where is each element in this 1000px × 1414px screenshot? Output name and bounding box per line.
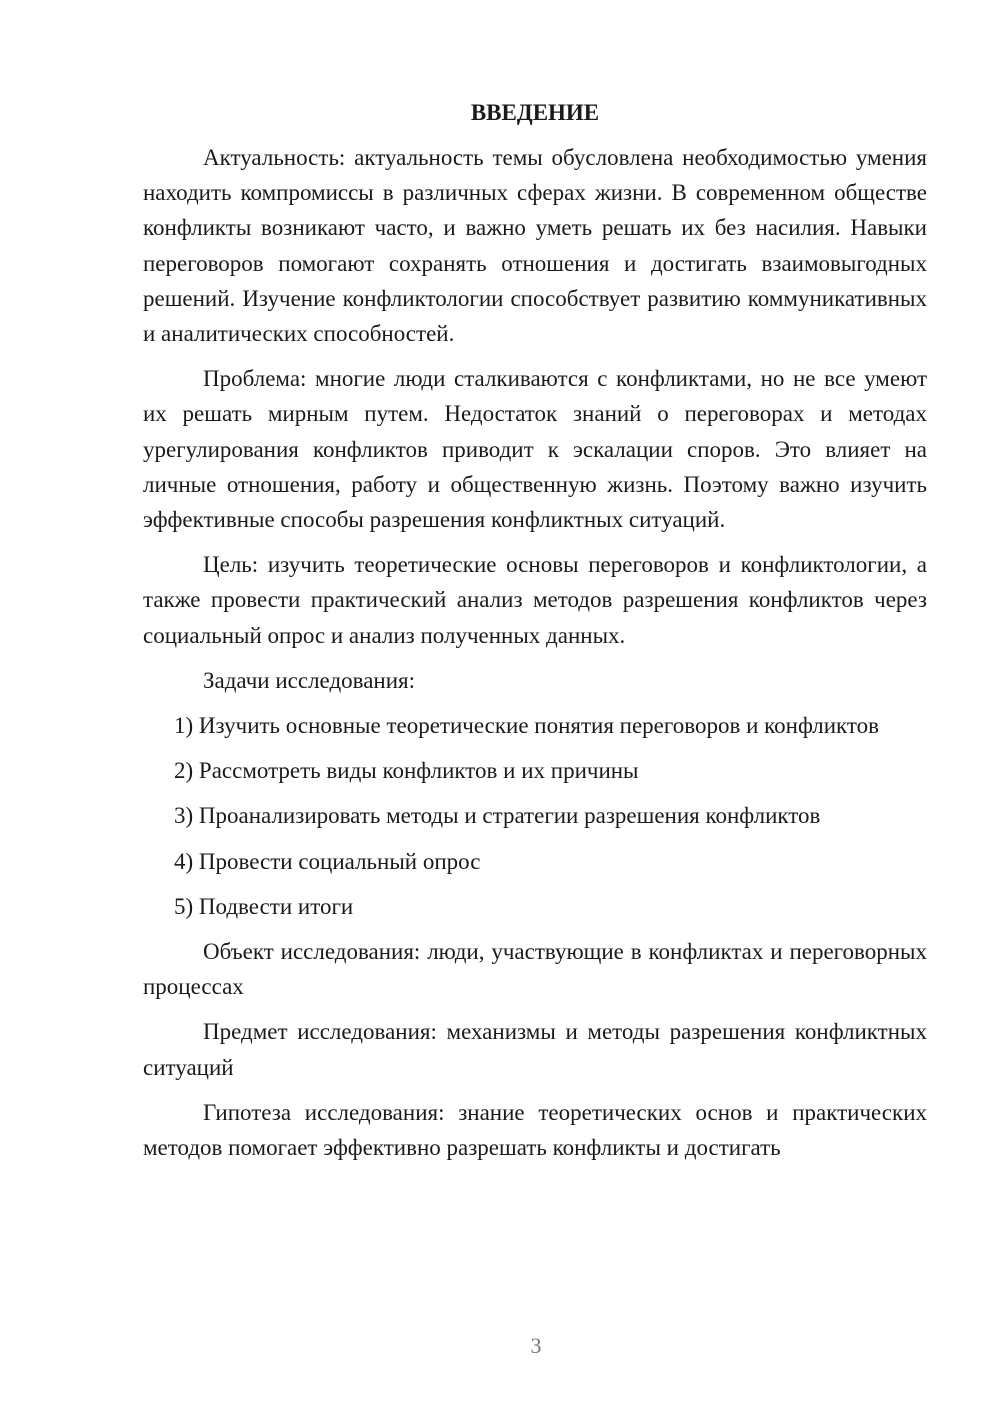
task-item-3: 3) Проанализировать методы и стратегии разрешения конфликтов: [174, 803, 821, 829]
task-item-4: 4) Провести социальный опрос: [174, 848, 481, 874]
task-item-5: 5) Подвести итоги: [174, 893, 354, 919]
hypothesis-paragraph: Гипотеза исследования: знание теоретических основ и практических методов помогает эффективно разрешать конфликты и достигать: [143, 1099, 927, 1161]
tasks-intro-paragraph: Задачи исследования:: [203, 667, 416, 693]
page-content: [143, 95, 927, 1175]
goal-paragraph: Цель: изучить теоретические основы переговоров и конфликтологии, а также провести практический анализ методов разрешения конфликтов через социальный опрос и анализ полученных данных.: [143, 552, 927, 648]
page-number: 3: [530, 1333, 542, 1358]
relevance-paragraph: Актуальность: актуальность темы обусловлена необходимостью умения находить компромиссы в различных сферах жизни. В современном обществе конфликты возникают часто, и важно уметь решать их без насилия. Навыки переговоров помогают сохранять отношения и достигать взаимовыгодных решений. Изучение конфликтологии способствует развитию коммуникативных и аналитических способностей.: [143, 145, 927, 347]
task-item-2: 2) Рассмотреть виды конфликтов и их причины: [174, 758, 639, 784]
problem-paragraph: Проблема: многие люди сталкиваются с конфликтами, но не все умеют их решать мирным путем. Недостаток знаний о переговорах и методах урегулирования конфликтов приводит к эскалации споров. Это влияет на личные отношения, работу и общественную жизнь. Поэтому важно изучить эффективные способы разрешения конфликтных ситуаций.: [143, 366, 927, 533]
subject-paragraph: Предмет исследования: механизмы и методы разрешения конфликтных ситуаций: [143, 1019, 927, 1080]
section-heading: ВВЕДЕНИЕ: [470, 100, 600, 125]
task-item-1: 1) Изучить основные теоретические понятия переговоров и конфликтов: [174, 713, 880, 739]
object-paragraph: Объект исследования: люди, участвующие в конфликтах и переговорных процессах: [143, 939, 927, 1000]
